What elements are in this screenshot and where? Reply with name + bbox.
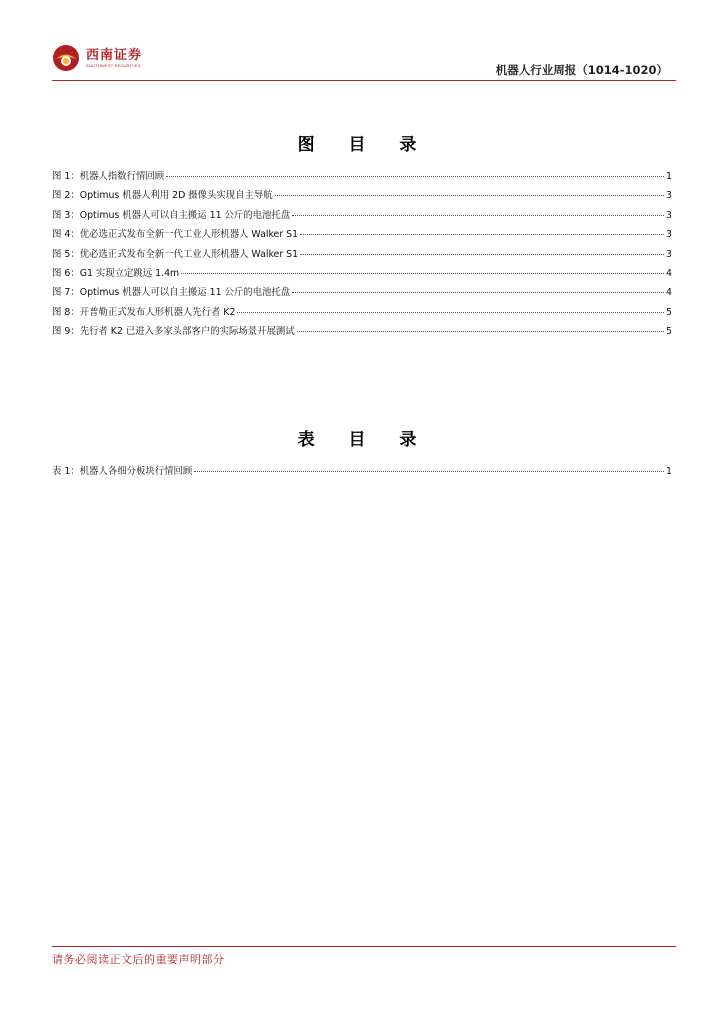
footer-divider — [52, 946, 676, 947]
toc-entry-page: 4 — [666, 267, 672, 279]
footer-disclaimer: 请务必阅读正文后的重要声明部分 — [52, 953, 225, 966]
toc-entry-text[interactable]: 先行者 K2 已进入多家头部客户的实际场景开展测试 — [79, 326, 295, 338]
toc-entry-label: 图 8： — [52, 306, 80, 318]
header-divider — [52, 80, 676, 81]
toc-entry-label: 图 5： — [52, 248, 80, 260]
toc-entry[interactable] — [52, 207, 672, 226]
toc-entry[interactable] — [52, 284, 672, 303]
toc-entry-page: 5 — [666, 326, 672, 338]
toc-dot-leader — [297, 331, 664, 332]
company-logo — [52, 40, 142, 76]
toc-entry-text[interactable]: 优必选正式发布全新一代工业人形机器人 Walker S1 — [79, 229, 299, 241]
toc-entry-page: 3 — [666, 229, 672, 241]
figures-toc-list — [52, 168, 672, 343]
toc-entry-label: 图 4： — [52, 229, 80, 241]
toc-entry-label: 表 1： — [52, 466, 80, 477]
toc-entry-text[interactable]: 开普勒正式发布人形机器人先行者 K2 — [79, 306, 236, 318]
toc-entry-text[interactable]: Optimus 机器人利用 2D 摄像头实现自主导航 — [79, 190, 273, 202]
southwest-securities-logo-icon — [52, 44, 80, 72]
toc-entry-label: 图 1： — [52, 171, 80, 182]
toc-dot-leader — [300, 234, 664, 235]
toc-entry-page: 4 — [666, 287, 672, 299]
toc-entry-page: 1 — [666, 171, 672, 182]
toc-dot-leader — [194, 471, 664, 472]
toc-entry[interactable] — [52, 246, 672, 265]
toc-dot-leader — [237, 312, 664, 313]
toc-entry[interactable] — [52, 187, 672, 206]
toc-entry-text[interactable]: 优必选正式发布全新一代工业人形机器人 Walker S1 — [79, 248, 299, 260]
toc-dot-leader — [300, 254, 664, 255]
toc-entry-text[interactable]: Optimus 机器人可以自主搬运 11 公斤的电池托盘 — [79, 209, 291, 221]
toc-dot-leader — [166, 176, 664, 177]
toc-entry-label: 图 6： — [52, 267, 80, 279]
toc-entry-text[interactable]: 机器人指数行情回顾 — [79, 171, 165, 182]
toc-entry-label: 图 7： — [52, 287, 80, 299]
toc-entry[interactable] — [52, 304, 672, 323]
logo-english-name: SOUTHWEST SECURITIES — [86, 62, 141, 68]
tables-toc-title: 表 目 录 — [297, 430, 431, 450]
toc-entry[interactable] — [52, 226, 672, 245]
toc-entry[interactable] — [52, 265, 672, 284]
report-title: 机器人行业周报（1014-1020） — [495, 63, 668, 77]
toc-entry-label: 图 2： — [52, 190, 80, 202]
toc-entry-label: 图 3： — [52, 209, 80, 221]
toc-dot-leader — [181, 273, 664, 274]
toc-dot-leader — [292, 215, 664, 216]
tables-toc-list — [52, 463, 672, 482]
toc-entry[interactable] — [52, 323, 672, 342]
toc-entry-text[interactable]: 机器人各细分板块行情回顾 — [79, 466, 193, 477]
logo-chinese-name: 西南证券 — [86, 47, 143, 63]
toc-entry-text[interactable]: Optimus 机器人可以自主搬运 11 公斤的电池托盘 — [79, 287, 291, 299]
toc-entry-page: 3 — [666, 209, 672, 221]
figures-toc-title: 图 目 录 — [297, 135, 431, 155]
page-header — [52, 40, 676, 82]
toc-entry[interactable] — [52, 168, 672, 187]
toc-entry-page: 5 — [666, 306, 672, 318]
toc-entry-page: 1 — [666, 466, 672, 477]
toc-entry-page: 3 — [666, 190, 672, 202]
toc-dot-leader — [292, 292, 664, 293]
toc-entry[interactable] — [52, 463, 672, 482]
toc-entry-text[interactable]: G1 实现立定跳远 1.4m — [79, 267, 180, 279]
toc-dot-leader — [275, 195, 664, 196]
toc-entry-page: 3 — [666, 248, 672, 260]
toc-entry-label: 图 9： — [52, 326, 80, 338]
